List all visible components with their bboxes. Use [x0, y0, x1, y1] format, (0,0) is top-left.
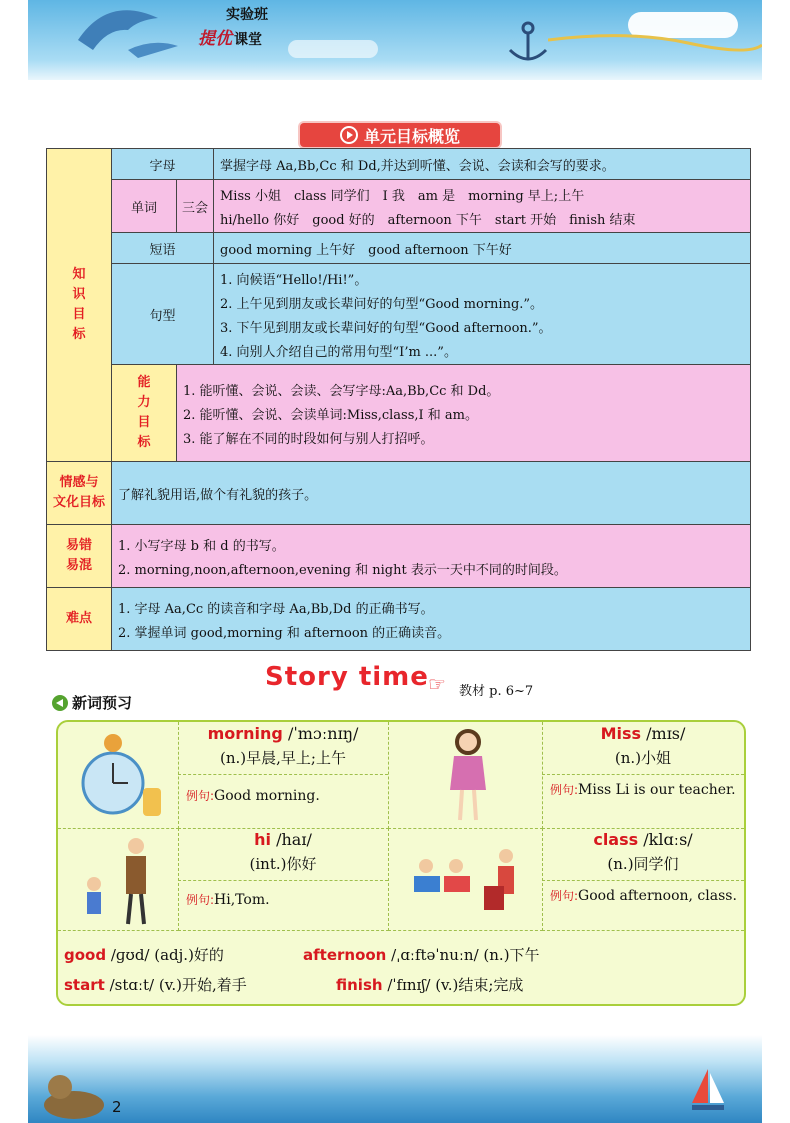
classroom-illustration	[406, 848, 526, 918]
example-sentence: Hi,Tom.	[214, 892, 270, 908]
words-line-2: hi/hello 你好 good 好的 afternoon 下午 start 开始 finish 结束	[220, 212, 636, 228]
word-list-row-1	[64, 944, 224, 965]
words-line-1: Miss 小姐 class 同学们 I 我 am 是 morning 早上;上午	[220, 188, 585, 204]
sentences-label: 句型	[112, 264, 214, 365]
textbook-page-ref: 教材 p. 6~7	[459, 684, 534, 699]
words-label: 单词	[112, 180, 177, 233]
letters-text: 掌握字母 Aa,Bb,Cc 和 Dd,并达到听懂、会说、会读和会写的要求。	[220, 158, 615, 174]
category-emotion: 情感与 文化目标	[47, 462, 112, 525]
brand-logo	[198, 4, 268, 49]
section-banner-title: 单元目标概览	[363, 126, 460, 146]
word: morning	[207, 724, 283, 743]
ability-item: 1. 能听懂、会说、会读、会写字母:Aa,Bb,Cc 和 Dd。	[183, 383, 500, 399]
seal-illustration	[38, 1065, 108, 1123]
sailboat-illustration	[688, 1065, 728, 1115]
phrases-text: good morning 上午好 good afternoon 下午好	[220, 242, 512, 258]
example-sentence: Good afternoon, class.	[578, 888, 737, 904]
rope-decoration	[548, 25, 762, 75]
word: start	[64, 976, 105, 994]
phrases-label: 短语	[112, 233, 214, 264]
brand-top: 实验班	[226, 7, 268, 23]
word: finish	[336, 976, 383, 994]
words-sublabel: 三会	[177, 180, 214, 233]
word-detail: /ˈfɪnɪʃ/ (v.)结束;完成	[387, 976, 524, 994]
word: hi	[254, 830, 272, 849]
speaker-icon	[52, 695, 68, 711]
example-label: 例句:	[550, 889, 579, 903]
dolphin-illustration	[68, 0, 188, 62]
girl-teacher-illustration	[438, 726, 498, 826]
word-list-row-2b	[336, 974, 523, 995]
vocab-hi	[178, 828, 389, 931]
new-words-title: 新词预习	[72, 694, 133, 712]
sentence-item: 1. 向候语“Hello!/Hi!”。	[220, 272, 368, 288]
category-confusion: 易错 易混	[47, 525, 112, 588]
ability-item: 2. 能听懂、会说、会读单词:Miss,class,I 和 am。	[183, 407, 479, 423]
word-detail: /stɑːt/ (v.)开始,着手	[109, 976, 247, 994]
clock-rooster-illustration	[68, 728, 168, 823]
definition: (int.)你好	[249, 855, 317, 873]
emotion-text: 了解礼貌用语,做个有礼貌的孩子。	[118, 487, 318, 503]
cloud-decoration	[288, 40, 378, 58]
definition: (n.)小姐	[614, 749, 672, 767]
class-picture-cell	[388, 828, 543, 931]
greeting-illustration	[76, 836, 166, 928]
example-sentence: Good morning.	[214, 788, 320, 804]
example-label: 例句:	[186, 789, 215, 803]
page-header	[28, 0, 762, 80]
play-icon	[340, 126, 358, 144]
letters-label: 字母	[112, 149, 214, 180]
vocab-morning	[178, 722, 389, 829]
miss-picture-cell	[388, 722, 543, 829]
sentence-item: 4. 向别人介绍自己的常用句型“I’m ...”。	[220, 344, 457, 360]
morning-picture-cell	[58, 722, 179, 829]
word: afternoon	[303, 946, 387, 964]
new-words-heading	[52, 692, 132, 713]
confusion-item: 1. 小写字母 b 和 d 的书写。	[118, 538, 285, 554]
vocab-miss	[542, 722, 744, 829]
word: good	[64, 946, 107, 964]
brand-bottom: 课堂	[234, 32, 262, 48]
ability-item: 3. 能了解在不同的时段如何与别人打招呼。	[183, 431, 434, 447]
difficulty-item: 2. 掌握单词 good,morning 和 afternoon 的正确读音。	[118, 625, 451, 641]
category-difficulty: 难点	[47, 588, 112, 651]
word-list-row-1b	[303, 944, 540, 965]
page-number: 2	[112, 1098, 122, 1116]
sentence-item: 2. 上午见到朋友或长辈问好的句型“Good morning.”。	[220, 296, 544, 312]
example-sentence: Miss Li is our teacher.	[578, 782, 736, 798]
vocab-class	[542, 828, 744, 931]
page-footer	[28, 1035, 762, 1123]
word-detail: /ˌɑːftəˈnuːn/ (n.)下午	[391, 946, 540, 964]
section-banner	[300, 123, 500, 147]
brand-calligraphy: 提优	[198, 29, 232, 49]
word-detail: /ɡʊd/ (adj.)好的	[110, 946, 224, 964]
difficulty-item: 1. 字母 Aa,Cc 的读音和字母 Aa,Bb,Dd 的正确书写。	[118, 601, 434, 617]
confusion-item: 2. morning,noon,afternoon,evening 和 night 表示一天中不同的时间段。	[118, 562, 567, 578]
story-time-title: Story time	[265, 662, 429, 692]
phonetic: /haɪ/	[276, 830, 312, 849]
word: class	[593, 830, 639, 849]
category-ability: 能力目标	[112, 365, 177, 462]
phonetic: /mɪs/	[646, 724, 686, 743]
word: Miss	[600, 724, 642, 743]
example-label: 例句:	[550, 783, 579, 797]
sentence-item: 3. 下午见到朋友或长辈问好的句型“Good afternoon.”。	[220, 320, 552, 336]
category-knowledge: 知识目标	[47, 149, 112, 462]
phonetic: /ˈmɔːnɪŋ/	[287, 724, 359, 743]
pointing-hand-icon: ☞	[428, 672, 446, 696]
word-list-row-2	[64, 974, 247, 995]
hi-picture-cell	[58, 828, 179, 931]
example-label: 例句:	[186, 893, 215, 907]
definition: (n.)同学们	[607, 855, 679, 873]
definition: (n.)早晨,早上;上午	[220, 749, 346, 767]
objectives-table	[46, 148, 751, 651]
vocabulary-box	[56, 720, 746, 1006]
phonetic: /klɑːs/	[643, 830, 693, 849]
